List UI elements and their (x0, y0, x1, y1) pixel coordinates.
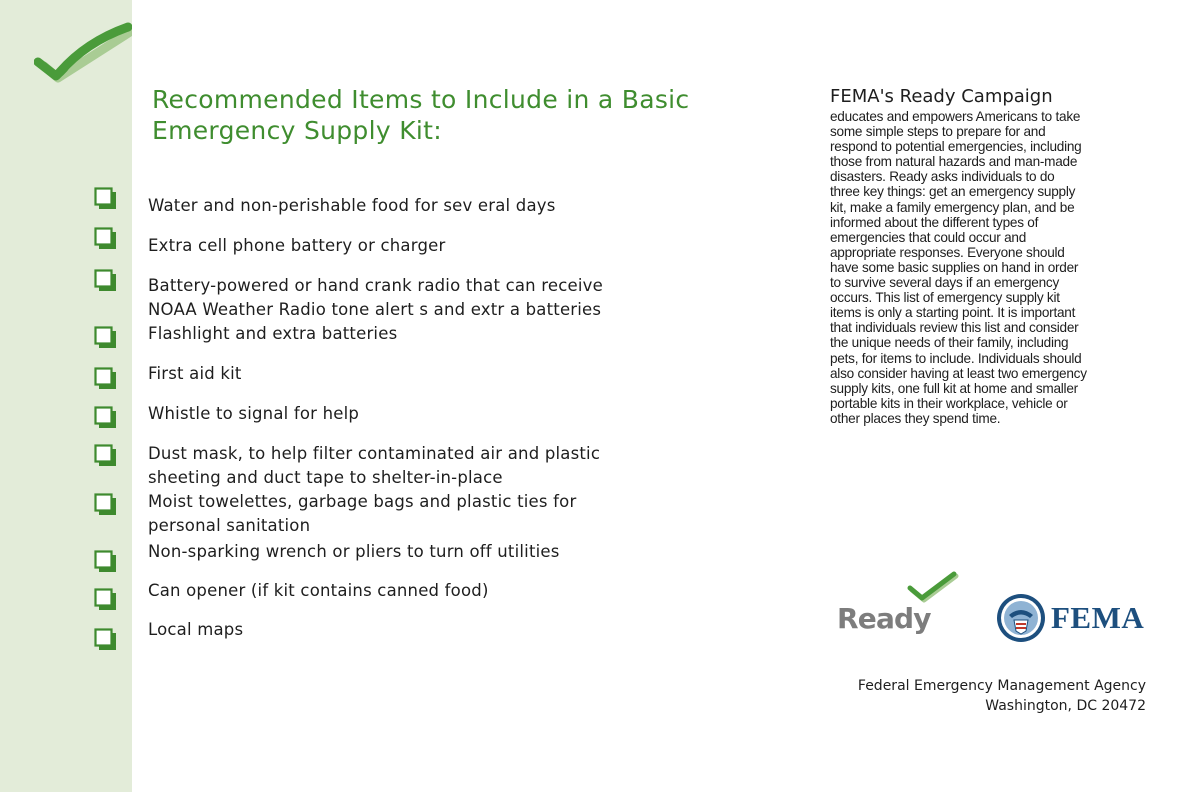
campaign-line: items is only a starting point. It is important (830, 305, 1076, 321)
checkbox-icon[interactable] (93, 492, 118, 517)
campaign-line: respond to potential emergencies, including (830, 139, 1082, 155)
checkbox-icon[interactable] (93, 627, 118, 652)
list-item-line: Flashlight and extra batteries (148, 324, 398, 343)
agency-name: Federal Emergency Management Agency (857, 678, 1146, 694)
agency-address: Washington, DC 20472 (985, 698, 1146, 714)
checkbox-icon[interactable] (93, 366, 118, 391)
campaign-line: also consider having at least two emergency (830, 365, 1087, 381)
list-item (148, 322, 668, 346)
list-item (148, 579, 668, 603)
ready-logo-text: Ready (837, 602, 931, 635)
list-item-line: Moist towelettes, garbage bags and plastic ties for (148, 492, 577, 511)
checkmark-icon (34, 22, 132, 86)
list-item-line: First aid kit (148, 364, 242, 383)
campaign-description (830, 109, 1112, 426)
campaign-line: three key things: get an emergency supply (830, 184, 1076, 200)
list-item-line: sheeting and duct tape to shelter-in-place (148, 468, 503, 487)
list-item-line: Dust mask, to help filter contaminated air and plastic (148, 444, 601, 463)
campaign-line: appropriate responses. Everyone should (830, 244, 1065, 260)
list-item (148, 618, 668, 642)
list-item-line: Battery-powered or hand crank radio that can receive (148, 276, 603, 295)
list-item (148, 234, 668, 258)
checkbox-icon[interactable] (93, 268, 118, 293)
checkbox-icon[interactable] (93, 549, 118, 574)
list-item (148, 490, 668, 538)
campaign-line: pets, for items to include. Individuals should (830, 350, 1082, 366)
checkbox-icon[interactable] (93, 587, 118, 612)
list-item (148, 194, 668, 218)
list-item-line: Extra cell phone battery or charger (148, 236, 446, 255)
campaign-line: portable kits in their workplace, vehicle or (830, 395, 1068, 411)
campaign-line: to survive several days if an emergency (830, 275, 1060, 291)
list-item (148, 442, 668, 490)
list-item-line: Non-sparking wrench or pliers to turn off utilities (148, 542, 560, 561)
campaign-line: informed about the different types of (830, 214, 1039, 230)
sidebar (0, 0, 132, 792)
campaign-line: have some basic supplies on hand in order (830, 259, 1079, 275)
list-item-line: Local maps (148, 620, 244, 639)
list-item-line: Water and non-perishable food for sev eral days (148, 196, 556, 215)
list-item-line: Can opener (if kit contains canned food) (148, 581, 489, 600)
campaign-line: educates and empowers Americans to take (830, 109, 1081, 124)
campaign-line: those from natural hazards and man-made (830, 154, 1078, 170)
list-item (148, 540, 668, 564)
list-item-line: NOAA Weather Radio tone alert s and extr a batteries (148, 300, 602, 319)
list-item (148, 402, 668, 426)
checkbox-icon[interactable] (93, 405, 118, 430)
checkbox-icon[interactable] (93, 186, 118, 211)
campaign-line: that individuals review this list and consider (830, 320, 1079, 336)
checkbox-icon[interactable] (93, 226, 118, 251)
checkbox-icon[interactable] (93, 443, 118, 468)
campaign-line: some simple steps to prepare for and (830, 124, 1046, 140)
checkbox-icon[interactable] (93, 325, 118, 350)
fema-logo-text: FEMA (1051, 600, 1145, 635)
ready-checkmark-icon (836, 570, 960, 606)
campaign-line: the unique needs of their family, including (830, 335, 1069, 351)
campaign-line: disasters. Ready asks individuals to do (830, 169, 1055, 185)
list-item-line: personal sanitation (148, 516, 311, 535)
campaign-line: emergencies that could occur and (830, 229, 1027, 245)
campaign-line: supply kits, one full kit at home and smaller (830, 380, 1078, 396)
campaign-heading: FEMA's Ready Campaign (830, 86, 1053, 107)
list-item (148, 274, 668, 322)
list-item-line: Whistle to signal for help (148, 404, 360, 423)
page-title: Recommended Items to Include in a Basic Emergency Supply Kit: (152, 85, 690, 145)
campaign-line: other places they spend time. (830, 410, 1001, 426)
agency-address-block (858, 676, 1146, 716)
list-item (148, 362, 668, 386)
campaign-line: occurs. This list of emergency supply kit (830, 290, 1060, 306)
dhs-seal-icon (996, 593, 1046, 643)
campaign-line: kit, make a family emergency plan, and be (830, 199, 1075, 215)
